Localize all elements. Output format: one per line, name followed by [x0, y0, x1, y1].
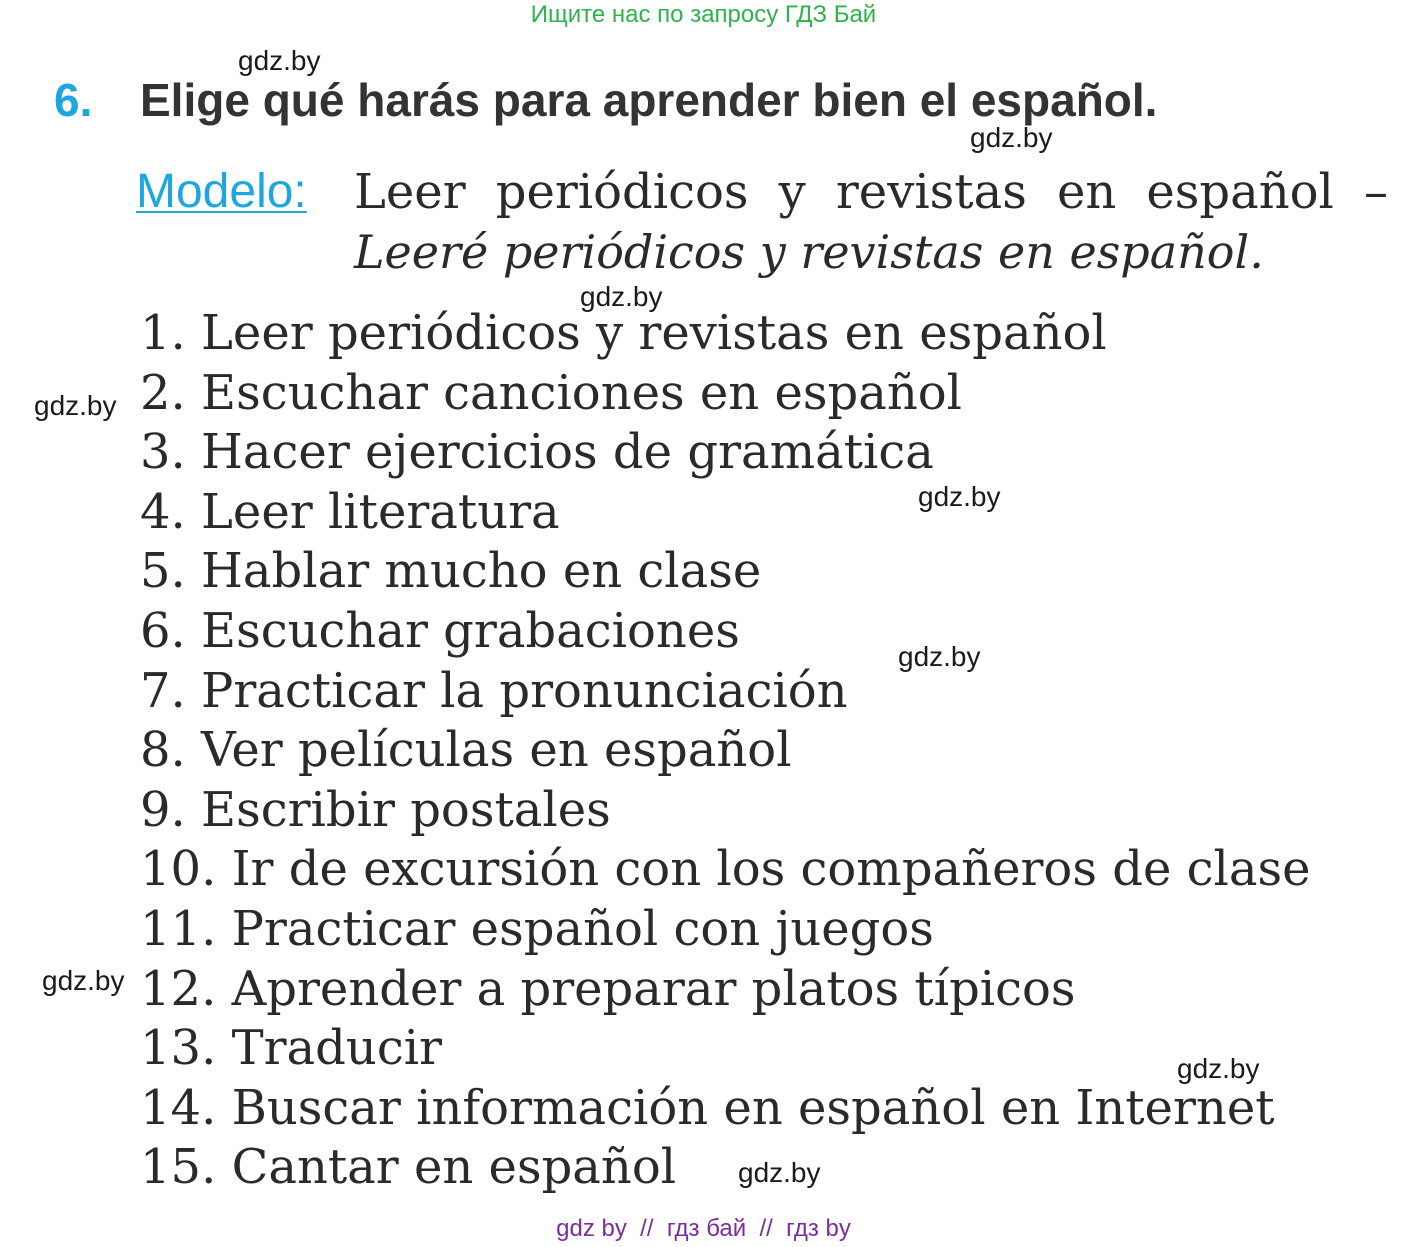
activity-list: [140, 304, 1311, 1198]
list-item: 14. Buscar información en español en Internet: [140, 1079, 1275, 1136]
footer-links[interactable]: gdz by // гдз бай // гдз by: [556, 1215, 851, 1242]
watermark: gdz.by: [1177, 1053, 1260, 1084]
watermark: gdz.by: [970, 122, 1053, 153]
list-item: 13. Traducir: [140, 1020, 442, 1077]
watermark: gdz.by: [580, 281, 663, 312]
list-item: 5. Hablar mucho en clase: [140, 543, 762, 600]
watermark: gdz.by: [898, 641, 981, 672]
top-banner[interactable]: Ищите нас по запросу ГДЗ Бай: [530, 1, 877, 28]
watermark: gdz.by: [918, 481, 1001, 512]
exercise-number: 6.: [54, 74, 93, 126]
exercise-title: Elige qué harás para aprender bien el español.: [140, 74, 1158, 126]
watermark: gdz.by: [238, 45, 321, 76]
list-item: 1. Leer periódicos y revistas en español: [140, 305, 1107, 361]
modelo-answer: Leeré periódicos y revistas en español.: [354, 225, 1264, 279]
watermark: gdz.by: [42, 965, 125, 996]
list-item: 10. Ir de excursión con los compañeros de clase: [140, 841, 1311, 898]
list-item: 12. Aprender a preparar platos típicos: [140, 960, 1076, 1017]
watermark: gdz.by: [738, 1157, 821, 1188]
list-item: 2. Escuchar canciones en español: [140, 364, 963, 421]
list-item: 9. Escribir postales: [140, 781, 611, 838]
list-item: 15. Cantar en español: [140, 1139, 677, 1196]
list-item: 6. Escuchar grabaciones: [140, 602, 740, 659]
modelo-label: Modelo:: [136, 165, 307, 218]
list-item: 8. Ver películas en español: [140, 722, 792, 779]
list-item: 7. Practicar la pronunciación: [140, 662, 848, 719]
list-item: 3. Hacer ejercicios de gramática: [140, 424, 934, 481]
list-item: 11. Practicar español con juegos: [140, 900, 934, 957]
modelo-example: Leer periódicos y revistas en español –: [354, 164, 1388, 220]
watermark: gdz.by: [34, 390, 117, 421]
list-item: 4. Leer literatura: [140, 483, 560, 540]
